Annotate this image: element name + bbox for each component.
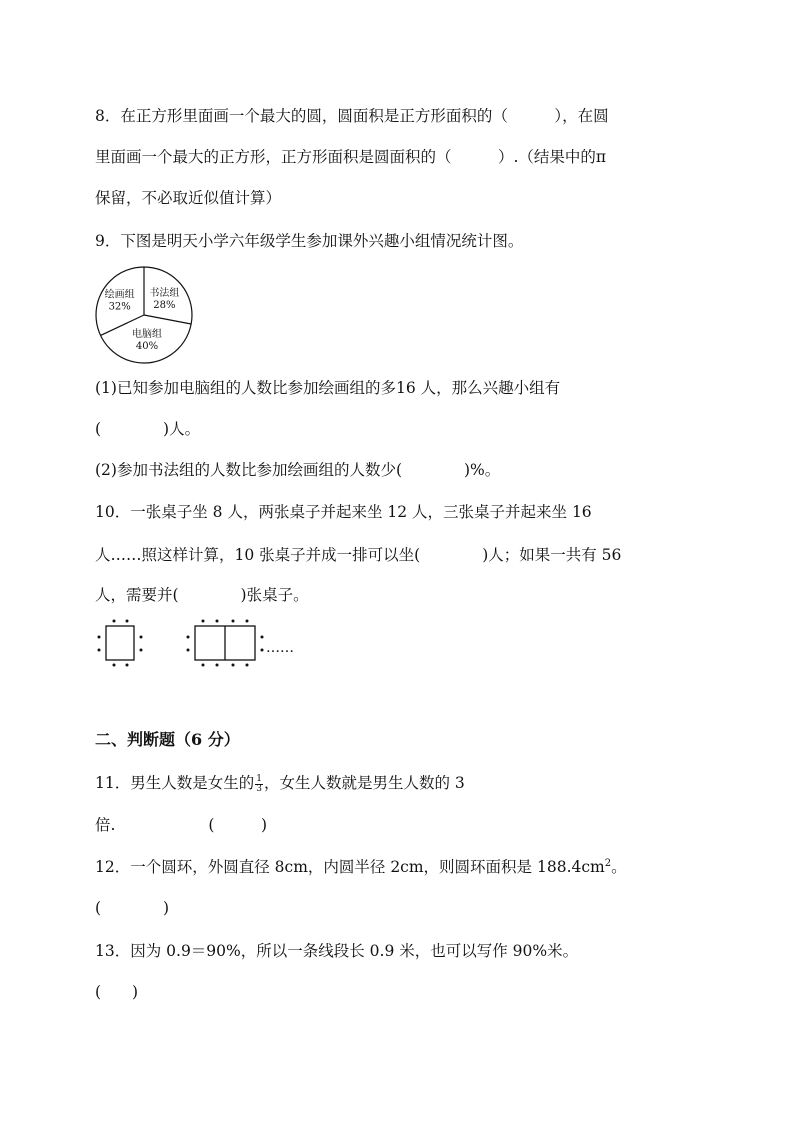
pie-value-label: 40% <box>135 340 159 352</box>
q10-line2: 人……照这样计算，10 张桌子并成一排可以坐( )人；如果一共有 56 <box>95 546 622 564</box>
q10-line1: 10．一张桌子坐 8 人，两张桌子并起来坐 12 人，三张桌子并起来坐 16 <box>95 503 592 521</box>
q11-suffix: ，女生人数就是男生人数的 3 <box>263 774 465 792</box>
table-diagram <box>90 618 320 668</box>
pie-category-label: 书法组 <box>149 288 180 300</box>
pie-category-label: 电脑组 <box>132 328 163 340</box>
q11-line1 <box>95 773 465 794</box>
fraction-numerator: 1 <box>256 773 262 784</box>
pie-value-label: 32% <box>108 301 131 313</box>
pie-value-label: 28% <box>153 300 176 312</box>
q13-paren: ( ) <box>95 983 139 1001</box>
q9-sub1-line2: ( )人。 <box>95 420 201 438</box>
q12-superscript: 2 <box>604 857 612 869</box>
q9-intro: 9．下图是明天小学六年级学生参加课外兴趣小组情况统计图。 <box>95 232 524 250</box>
q12-paren: ( ) <box>95 899 170 917</box>
q8-line2: 里面画一个最大的正方形，正方形面积是圆面积的（ ）.（结果中的π <box>95 148 607 166</box>
q12-line1 <box>95 857 627 877</box>
q11-prefix: 11．男生人数是女生的 <box>95 774 255 792</box>
diagram-ellipsis: …… <box>266 640 294 656</box>
q10-line3: 人，需要并( )张桌子。 <box>95 586 309 604</box>
section2-title: 二、判断题（6 分） <box>95 730 240 749</box>
q11-line2: 倍. ( ) <box>95 816 268 834</box>
single-table <box>98 620 143 667</box>
one-third-fraction <box>255 775 263 794</box>
q8-line1: 8．在正方形里面画一个最大的圆，圆面积是正方形面积的（ ），在圆 <box>95 107 609 125</box>
q12-text: 12．一个圆环，外圆直径 8cm，内圆半径 2cm，则圆环面积是 188.4cm <box>95 858 605 876</box>
q12-end: 。 <box>611 858 627 876</box>
q9-sub2: (2)参加书法组的人数比参加绘画组的人数少( )%。 <box>95 461 501 479</box>
q9-sub1-line1: (1)已知参加电脑组的人数比参加绘画组的多16 人，那么兴趣小组有 <box>95 379 561 397</box>
pie-chart <box>94 265 194 365</box>
double-table <box>187 620 264 667</box>
fraction-denominator: 3 <box>256 783 262 794</box>
pie-category-label: 绘画组 <box>104 289 135 301</box>
q13-line1: 13．因为 0.9＝90%，所以一条线段长 0.9 米，也可以写作 90%米。 <box>95 942 579 960</box>
q8-line3: 保留，不必取近似值计算） <box>95 189 282 207</box>
